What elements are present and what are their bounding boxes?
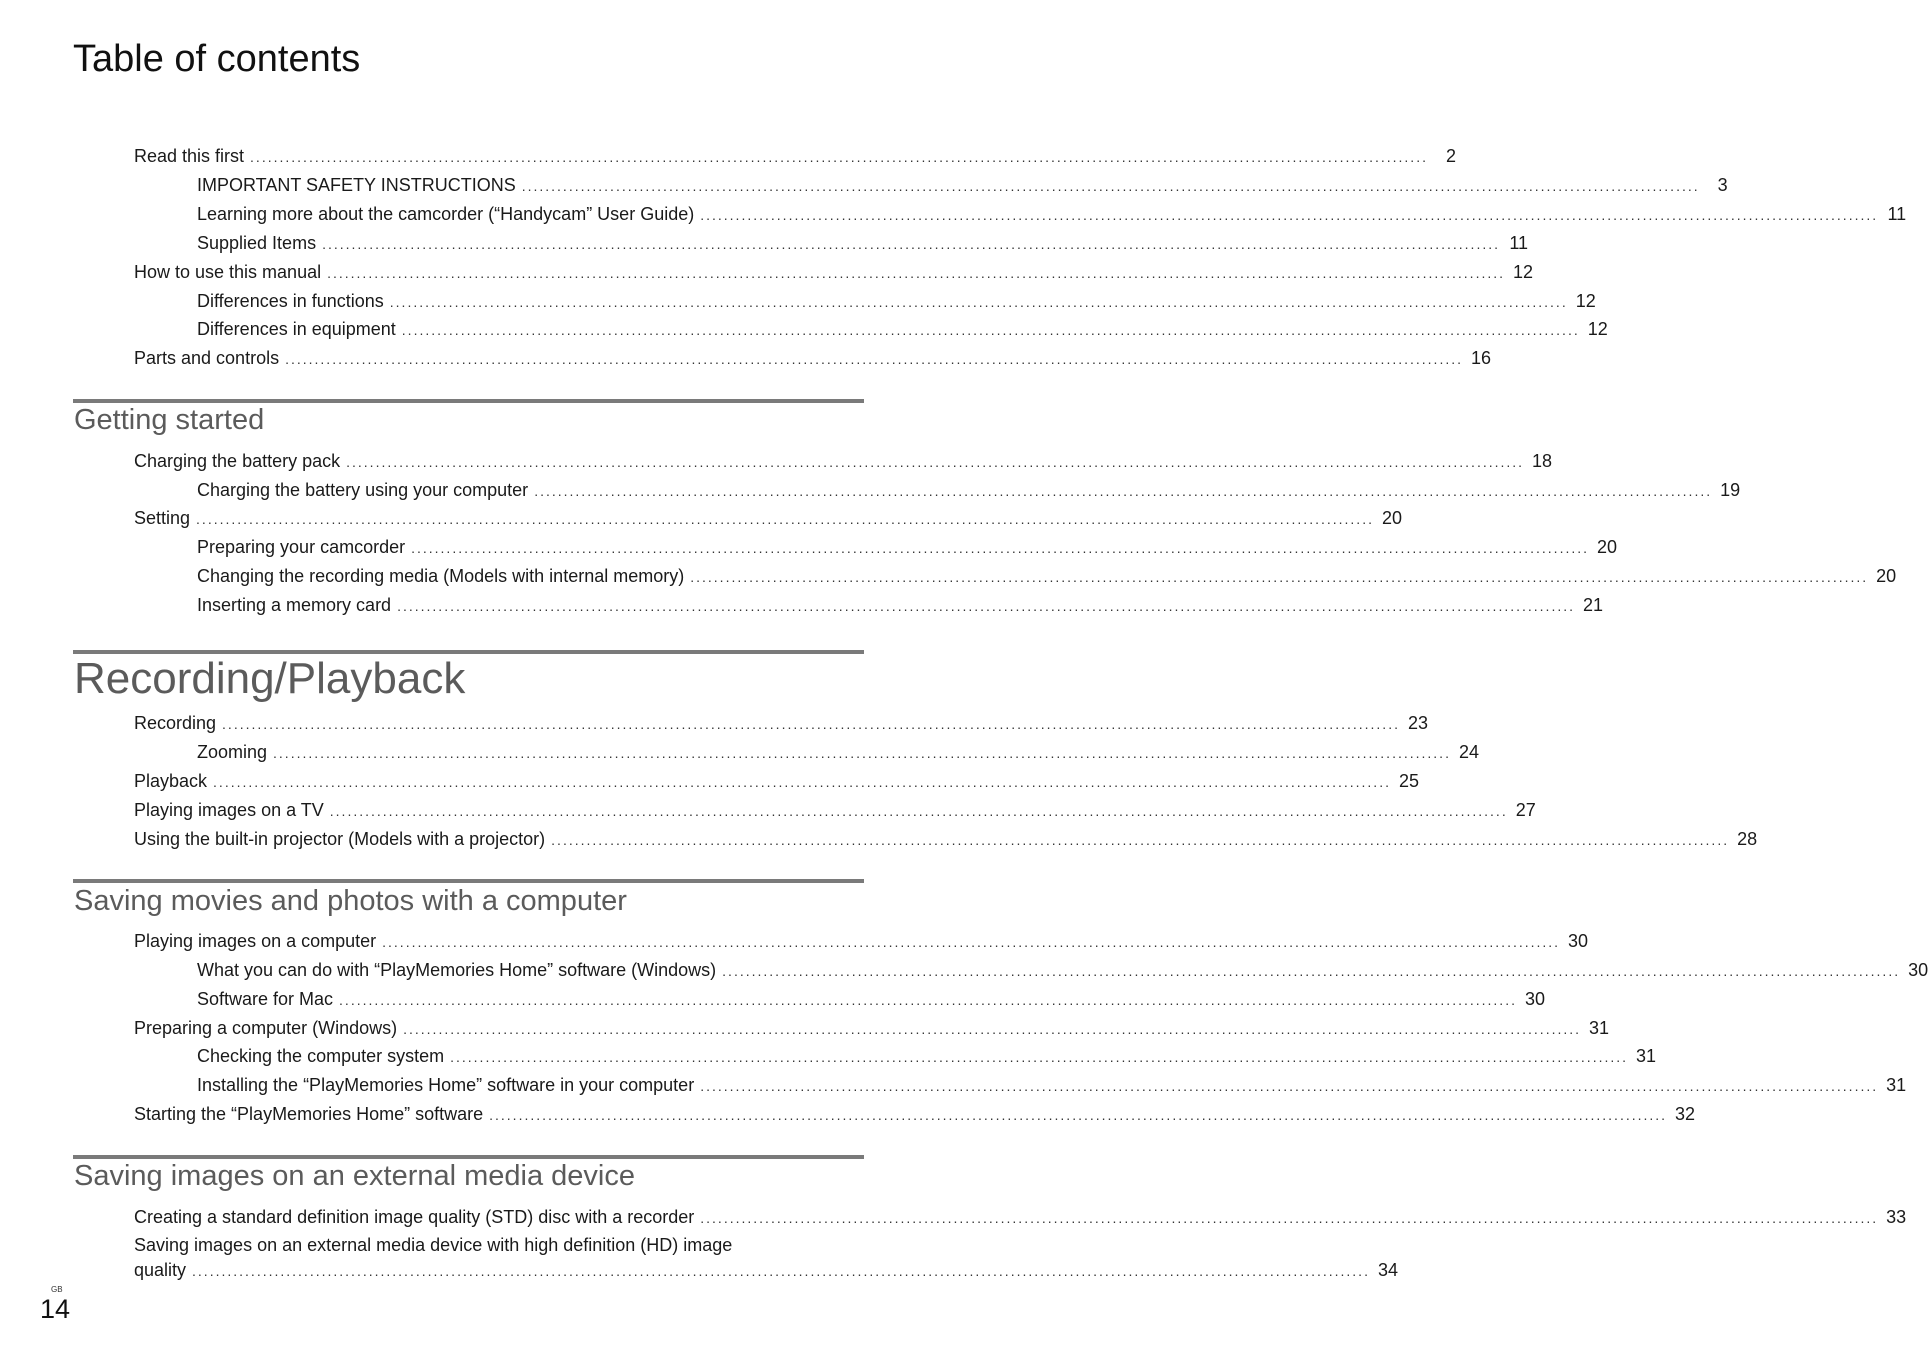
toc-entry-title: Charging the battery using your computer [197,480,529,500]
toc-entry-page: 23 [1407,713,1428,733]
toc-entry-page: 28 [1737,829,1758,849]
toc-entry[interactable] [197,566,1897,590]
toc-entry[interactable] [134,146,1456,170]
dot-leader: ........................................................................................................................................................................................................ [401,322,1580,338]
toc-entry-title: Creating a standard definition image quality (STD) disc with a recorder [134,1207,695,1227]
dot-leader: ........................................................................................................................................................................................................ [722,963,1901,979]
toc-entry-title: Using the built-in projector (Models with a projector) [134,829,546,849]
dot-leader: ........................................................................................................................................................................................................ [213,774,1391,790]
toc-entry-page: 21 [1582,595,1604,615]
toc-entry-title: Installing the “PlayMemories Home” software in your computer [197,1075,695,1095]
dot-leader: ........................................................................................................................................................................................................ [327,265,1506,281]
toc-entry-title: Setting [134,508,191,528]
page-title: Table of contents [73,38,361,80]
toc-entry-title: Preparing a computer (Windows) [134,1018,398,1038]
dot-leader: ........................................................................................................................................................................................................ [489,1107,1668,1123]
toc-entry-page: 31 [1886,1075,1907,1095]
toc-entry[interactable] [134,713,1428,737]
toc-entry-title-cont: quality [134,1260,187,1280]
toc-entry-title: Preparing your camcorder [197,537,406,557]
section-divider [73,879,864,883]
dot-leader: ........................................................................................................................................................................................................ [700,1078,1879,1094]
toc-entry-page: 20 [1876,566,1897,586]
toc-entry-page: 30 [1524,989,1545,1009]
toc-entry[interactable] [197,291,1596,315]
dot-leader: ........................................................................................................................................................................................................ [700,1210,1879,1226]
toc-entry[interactable] [134,508,1402,532]
toc-entry-title: Changing the recording media (Models with internal memory) [197,566,685,586]
toc-entry-page: 30 [1908,960,1928,980]
toc-entry-title: Read this first [134,146,245,166]
toc-entry[interactable] [134,1104,1696,1128]
toc-entry[interactable] [197,960,1928,984]
dot-leader: ........................................................................................................................................................................................................ [534,483,1713,499]
toc-entry[interactable] [197,204,1907,228]
dot-leader: ........................................................................................................................................................................................................ [339,992,1517,1008]
dot-leader: ........................................................................................................................................................................................................ [329,803,1508,819]
section-heading: Saving movies and photos with a computer [74,885,627,917]
toc-entry[interactable] [197,480,1741,504]
toc-entry-page: 34 [1377,1260,1398,1280]
toc-entry-page: 33 [1886,1207,1907,1227]
toc-entry-title: Zooming [197,742,268,762]
toc-entry[interactable] [134,1235,1398,1284]
toc-entry-page: 32 [1675,1104,1696,1124]
toc-entry-title: Inserting a memory card [197,595,392,615]
toc-entry-title: Charging the battery pack [134,451,341,471]
toc-entry-title: Differences in functions [197,291,384,311]
toc-entry-continuation [134,1260,1398,1284]
toc-entry-title: Learning more about the camcorder (“Handycam” User Guide) [197,204,695,224]
toc-entry-page: 20 [1597,537,1618,557]
dot-leader: ........................................................................................................................................................................................................ [397,598,1576,614]
toc-entry[interactable] [197,595,1604,619]
toc-entry-page: 12 [1575,291,1596,311]
dot-leader: ........................................................................................................................................................................................................ [196,511,1374,527]
toc-entry-title: IMPORTANT SAFETY INSTRUCTIONS [197,175,516,195]
toc-entry[interactable] [134,829,1758,853]
dot-leader: ........................................................................................................................................................................................................ [346,454,1525,470]
dot-leader: ........................................................................................................................................................................................................ [222,716,1400,732]
toc-entry-title: Playing images on a computer [134,931,377,951]
toc-entry-page: 18 [1532,451,1553,471]
section-heading: Recording/Playback [74,654,466,703]
toc-entry-title: How to use this manual [134,262,322,282]
dot-leader: ........................................................................................................................................................................................................ [273,745,1451,761]
dot-leader: ........................................................................................................................................................................................................ [551,832,1730,848]
toc-entry[interactable] [197,175,1728,199]
dot-leader: ........................................................................................................................................................................................................ [192,1263,1370,1279]
dot-leader: ........................................................................................................................................................................................................ [403,1021,1582,1037]
toc-entry-title: Parts and controls [134,348,280,368]
toc-entry[interactable] [197,233,1529,257]
toc-entry[interactable] [134,1018,1610,1042]
toc-entry-page: 30 [1568,931,1589,951]
toc-entry[interactable] [197,537,1618,561]
dot-leader: ........................................................................................................................................................................................................ [382,934,1561,950]
toc-entry-page: 27 [1515,800,1536,820]
toc-entry-page: 12 [1587,319,1608,339]
toc-entry[interactable] [197,742,1479,766]
toc-entry-title: Recording [134,713,217,733]
toc-entry-page: 11 [1509,233,1529,253]
toc-entry[interactable] [134,771,1419,795]
toc-entry[interactable] [134,262,1534,286]
toc-entry-page: 11 [1887,204,1907,224]
toc-entry-title: Supplied Items [197,233,317,253]
toc-entry[interactable] [197,1046,1657,1070]
dot-leader: ........................................................................................................................................................................................................ [389,294,1568,310]
toc-entry-title: What you can do with “PlayMemories Home” software (Windows) [197,960,717,980]
section-divider [73,399,864,403]
toc-entry[interactable] [134,931,1589,955]
toc-entry-title: Playback [134,771,208,791]
section-heading: Getting started [74,404,265,436]
dot-leader: ........................................................................................................................................................................................................ [411,540,1590,556]
dot-leader: ........................................................................................................................................................................................................ [521,178,1700,194]
section-heading: Saving images on an external media device [74,1160,635,1192]
toc-entry-page: 31 [1636,1046,1657,1066]
toc-entry[interactable] [134,451,1553,475]
toc-entry[interactable] [197,989,1545,1013]
toc-entry-page: 12 [1513,262,1534,282]
toc-entry-title: Software for Mac [197,989,334,1009]
toc-entry-title: Playing images on a TV [134,800,324,820]
toc-entry-title: Starting the “PlayMemories Home” software [134,1104,484,1124]
toc-entry-page: 19 [1720,480,1741,500]
toc-entry[interactable] [134,1207,1907,1231]
toc-entry-page: 3 [1717,175,1728,195]
toc-entry[interactable] [134,800,1536,824]
toc-entry-title: Saving images on an external media device with high definition (HD) image [134,1235,733,1255]
toc-entry[interactable] [197,1075,1907,1099]
toc-entry-page: 16 [1470,348,1492,368]
dot-leader: ........................................................................................................................................................................................................ [700,207,1879,223]
toc-entry-title: Checking the computer system [197,1046,445,1066]
region-code: GB [51,1285,63,1294]
toc-entry-page: 25 [1398,771,1419,791]
dot-leader: ........................................................................................................................................................................................................ [285,351,1464,367]
dot-leader: ........................................................................................................................................................................................................ [690,569,1869,585]
dot-leader: ........................................................................................................................................................................................................ [250,149,1428,165]
toc-entry[interactable] [134,348,1492,372]
toc-entry[interactable] [197,319,1608,343]
dot-leader: ........................................................................................................................................................................................................ [450,1049,1629,1065]
toc-entry-page: 31 [1589,1018,1610,1038]
section-divider [73,1155,864,1159]
toc-entry-page: 2 [1445,146,1456,166]
page-number: 14 [40,1294,71,1324]
dot-leader: ........................................................................................................................................................................................................ [322,236,1501,252]
toc-entry-title: Differences in equipment [197,319,396,339]
toc-entry-page: 20 [1381,508,1402,528]
toc-entry-page: 24 [1458,742,1479,762]
